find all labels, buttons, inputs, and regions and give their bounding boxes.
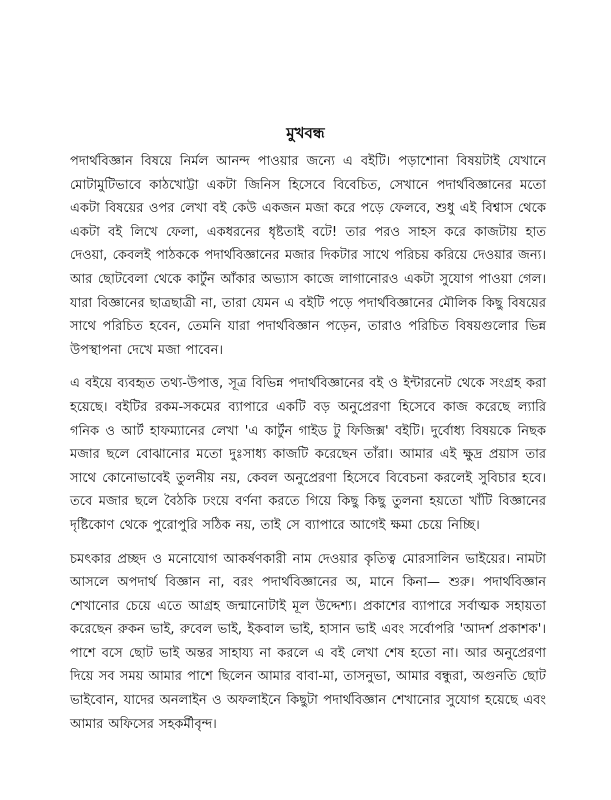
paragraph-1: পদার্থবিজ্ঞান বিষয়ে নির্মল আনন্দ পাওয়ার জন্যে এ বইটি। পড়াশোনা বিষয়টাই যেখানে মোটামুটিভাবে কাঠখোট্টা একটা জিনিস হিসেবে বিবেচিত, সেখানে পদার্থবিজ্ঞানের মতো একটা বিষয়ের ওপর লেখা বই কেউ একজন মজা করে পড়ে ফেলবে, শুধু এই বিশ্বাস থেকে একটা বই লিখে ফেলা, একধরনের ধৃষ্টতাই বটে! তার পরও সাহস করে কাজটায় হাত দেওয়া, কেবলই পাঠককে পদার্থবিজ্ঞানের মজার দিকটার সাথে পরিচয় করিয়ে দেওয়ার জন্য। আর ছোটবেলা থেকে কার্টুন আঁকার অভ্যাস কাজে লাগানোরও একটা সুযোগ পাওয়া গেল। যারা বিজ্ঞানের ছাত্রছাত্রী না, তারা যেমন এ বইটি পড়ে পদার্থবিজ্ঞানের মৌলিক কিছু বিষয়ের সাথে পরিচিত হবেন, তেমনি যারা পদার্থবিজ্ঞান পড়েন, তারাও পরিচিত বিষয়গুলোর ভিন্ন উপস্থাপনা দেখে মজা পাবেন।: [70, 154, 546, 358]
preface-body: [70, 150, 546, 746]
paragraph-2: এ বইয়ে ব্যবহৃত তথ্য-উপাত্ত, সূত্র বিভিন্ন পদার্থবিজ্ঞানের বই ও ইন্টারনেট থেকে সংগ্রহ করা হয়েছে। বইটির রকম-সকমের ব্যাপারে একটি বড় অনুপ্রেরণা হিসেবে কাজ করেছে ল্যারি গনিক ও আর্ট হাফম্যানের লেখা 'এ কার্টুন গাইড টু ফিজিক্স' বইটি। দুর্বোধ্য বিষয়কে নিছক মজার ছলে বোঝানোর মতো দুঃসাধ্য কাজটি করেছেন তাঁরা। আমার এই ক্ষুদ্র প্রয়াস তার সাথে কোনোভাবেই তুলনীয় নয়, কেবল অনুপ্রেরণা হিসেবে বিবেচনা করলেই সুবিচার হবে। তবে মজার ছলে বৈঠকি ঢংয়ে বর্ণনা করতে গিয়ে কিছু কিছু তুলনা হয়তো খাঁটি বিজ্ঞানের দৃষ্টিকোণ থেকে পুরোপুরি সঠিক নয়, তাই সে ব্যাপারে আগেই ক্ষমা চেয়ে নিচ্ছি।: [70, 376, 546, 533]
page-title: মুখবন্ধ: [286, 124, 325, 142]
paragraph-3: চমৎকার প্রচ্ছদ ও মনোযোগ আকর্ষণকারী নাম দেওয়ার কৃতিত্ব মোরসালিন ভাইয়ের। নামটা আসলে অপদার্থ বিজ্ঞান না, বরং পদার্থবিজ্ঞানের অ, মানে কিনা— শুরু। পদার্থবিজ্ঞান শেখানোর চেয়ে এতে আগ্রহ জন্মানোটাই মূল উদ্দেশ্য। প্রকাশের ব্যাপারে সর্বাত্মক সহায়তা করেছেন রুকন ভাই, রুবেল ভাই, ইকবাল ভাই, হাসান ভাই এবং সর্বোপরি 'আদর্শ প্রকাশক'। পাশে বসে ছোট ভাই অন্তর সাহায্য না করলে এ বই লেখা শেষ হতো না। আর অনুপ্রেরণা দিয়ে সব সময় আমার পাশে ছিলেন আমার বাবা-মা, তাসনুভা, আমার বন্ধুরা, অগুনতি ছোট ভাইবোন, যাদের অনলাইন ও অফলাইনে কিছুটা পদার্থবিজ্ঞান শেখানোর সুযোগ হয়েছে এবং আমার অফিসের সহকর্মীবৃন্দ।: [70, 551, 546, 732]
